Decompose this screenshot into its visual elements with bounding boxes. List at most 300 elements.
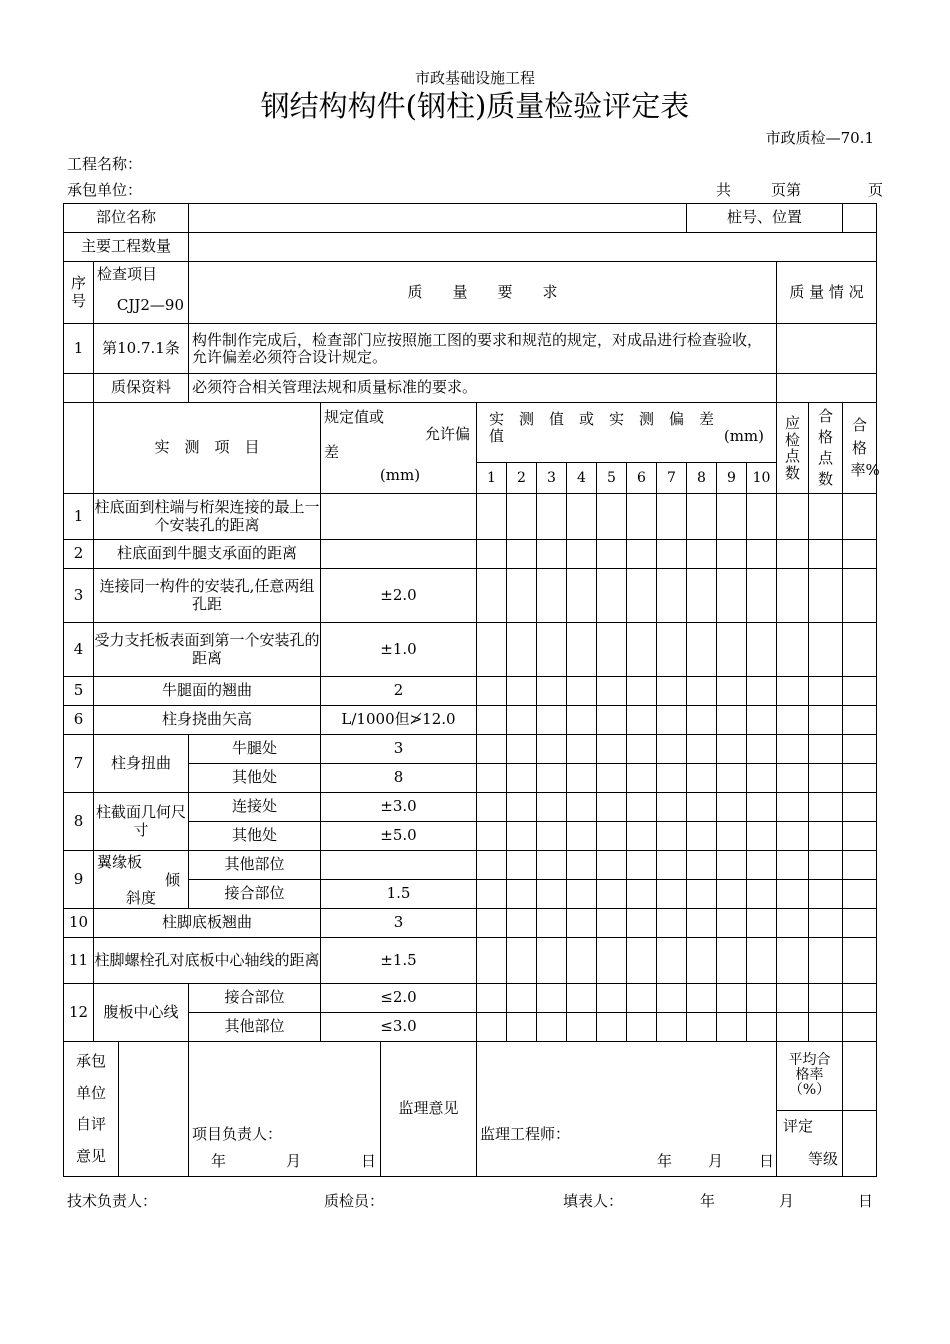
measure-cell[interactable] xyxy=(627,909,657,938)
measure-cell[interactable] xyxy=(627,540,657,569)
measure-cell[interactable] xyxy=(717,793,747,822)
item-value xyxy=(321,494,477,540)
measure-cell[interactable] xyxy=(477,880,507,909)
item-no: 2 xyxy=(64,540,94,569)
standard-code: CJJ2—90 xyxy=(116,296,184,315)
measure-cell[interactable] xyxy=(507,494,537,540)
result-cell[interactable] xyxy=(809,1013,843,1042)
item-value xyxy=(321,851,477,880)
measure-cell[interactable] xyxy=(687,764,717,793)
measure-cell[interactable] xyxy=(477,706,507,735)
result-cell[interactable] xyxy=(809,984,843,1013)
result-cell[interactable] xyxy=(777,494,809,540)
item-no: 7 xyxy=(64,735,94,793)
spec-line1: 规定值或 xyxy=(324,408,385,426)
measure-cell[interactable] xyxy=(477,793,507,822)
measure-cell[interactable] xyxy=(747,735,777,764)
measure-cell[interactable] xyxy=(747,822,777,851)
result-cell[interactable] xyxy=(843,822,877,851)
measure-cell[interactable] xyxy=(537,822,567,851)
measure-cell[interactable] xyxy=(747,764,777,793)
measure-cell[interactable] xyxy=(657,494,687,540)
measure-cell[interactable] xyxy=(507,623,537,677)
measure-cell[interactable] xyxy=(747,677,777,706)
result-cell[interactable] xyxy=(843,706,877,735)
result-cell[interactable] xyxy=(809,822,843,851)
measure-cell[interactable] xyxy=(477,623,507,677)
measure-cell[interactable] xyxy=(627,1013,657,1042)
measure-cell[interactable] xyxy=(477,494,507,540)
measure-cell[interactable] xyxy=(477,822,507,851)
result-cell[interactable] xyxy=(809,494,843,540)
item-value: ±5.0 xyxy=(321,822,477,851)
measure-cell[interactable] xyxy=(567,984,597,1013)
result-cell[interactable] xyxy=(809,764,843,793)
result-cell[interactable] xyxy=(809,735,843,764)
measure-cell[interactable] xyxy=(597,540,627,569)
pass-rate-label: 合格率% xyxy=(850,416,880,480)
measure-cell[interactable] xyxy=(507,1013,537,1042)
measure-cell[interactable] xyxy=(657,822,687,851)
result-cell[interactable] xyxy=(809,909,843,938)
measure-cell[interactable] xyxy=(507,764,537,793)
measure-cell[interactable] xyxy=(717,540,747,569)
project-manager-label: 项目负责人： xyxy=(192,1124,283,1143)
measure-cell[interactable] xyxy=(507,540,537,569)
measure-cell[interactable] xyxy=(567,706,597,735)
result-cell[interactable] xyxy=(843,494,877,540)
result-cell[interactable] xyxy=(777,880,809,909)
result-cell[interactable] xyxy=(809,880,843,909)
measure-cell[interactable] xyxy=(657,938,687,984)
item-name: 柱截面几何尺寸 xyxy=(94,793,189,851)
item-sub-name: 其他处 xyxy=(189,764,321,793)
item-value: ≤2.0 xyxy=(321,984,477,1013)
result-cell[interactable] xyxy=(843,793,877,822)
measure-cell[interactable] xyxy=(657,735,687,764)
measure-cell[interactable] xyxy=(537,540,567,569)
measure-cell[interactable] xyxy=(717,822,747,851)
pile-location-label: 桩号、位置 xyxy=(687,204,843,233)
measure-cell[interactable] xyxy=(597,793,627,822)
measure-cell[interactable] xyxy=(747,851,777,880)
measure-cell[interactable] xyxy=(597,1013,627,1042)
result-cell[interactable] xyxy=(843,851,877,880)
measure-cell[interactable] xyxy=(687,909,717,938)
spec-line2: 允许偏 xyxy=(424,425,470,444)
date-day: 日 xyxy=(758,1151,774,1170)
pass-rate-header xyxy=(843,403,880,494)
supervision-engineer-label: 监理工程师： xyxy=(480,1124,571,1143)
mv-unit: (mm) xyxy=(723,427,764,446)
pile-location-value[interactable] xyxy=(843,204,877,233)
item-sub-name: 连接处 xyxy=(189,793,321,822)
measure-cell[interactable] xyxy=(657,909,687,938)
table-row xyxy=(64,938,877,984)
measure-cell[interactable] xyxy=(507,909,537,938)
measure-cell[interactable] xyxy=(717,880,747,909)
point-col-5: 5 xyxy=(597,463,627,494)
measure-cell[interactable] xyxy=(717,494,747,540)
measure-cell[interactable] xyxy=(747,706,777,735)
measure-cell[interactable] xyxy=(597,494,627,540)
part-name-label: 部位名称 xyxy=(64,204,189,233)
measure-cell[interactable] xyxy=(657,677,687,706)
measure-cell[interactable] xyxy=(477,984,507,1013)
check-item-label: 检查项目 xyxy=(97,265,158,283)
measure-cell[interactable] xyxy=(717,764,747,793)
measure-cell[interactable] xyxy=(537,494,567,540)
measure-cell[interactable] xyxy=(747,909,777,938)
measure-cell[interactable] xyxy=(567,677,597,706)
measure-cell[interactable] xyxy=(537,793,567,822)
measure-cell[interactable] xyxy=(747,494,777,540)
result-cell[interactable] xyxy=(843,540,877,569)
result-cell[interactable] xyxy=(777,540,809,569)
date-day: 日 xyxy=(360,1151,376,1170)
measure-cell[interactable] xyxy=(687,1013,717,1042)
measure-cell[interactable] xyxy=(597,880,627,909)
measure-cell[interactable] xyxy=(537,569,567,623)
point-col-10: 10 xyxy=(747,463,777,494)
should-check-label: 应检点数 xyxy=(784,414,800,482)
measure-cell[interactable] xyxy=(567,909,597,938)
grade-label: 等级 xyxy=(807,1150,838,1169)
result-cell[interactable] xyxy=(809,938,843,984)
result-cell[interactable] xyxy=(809,677,843,706)
item-name: 受力支托板表面到第一个安装孔的距离 xyxy=(94,623,321,677)
measure-cell[interactable] xyxy=(507,984,537,1013)
row1-no: 1 xyxy=(64,324,94,374)
point-col-1: 1 xyxy=(477,463,507,494)
measure-cell[interactable] xyxy=(747,793,777,822)
measure-cell[interactable] xyxy=(597,851,627,880)
qa-status[interactable] xyxy=(777,374,877,403)
measure-cell[interactable] xyxy=(597,822,627,851)
measured-values-header xyxy=(477,403,777,463)
result-cell[interactable] xyxy=(843,677,877,706)
measured-items-header: 实 测 项 目 xyxy=(94,403,321,494)
item-name xyxy=(94,851,189,909)
measure-cell[interactable] xyxy=(657,764,687,793)
result-cell[interactable] xyxy=(843,1013,877,1042)
measure-cell[interactable] xyxy=(747,569,777,623)
measure-cell[interactable] xyxy=(567,623,597,677)
measure-cell[interactable] xyxy=(537,880,567,909)
measure-cell[interactable] xyxy=(477,569,507,623)
item-value: ≤3.0 xyxy=(321,1013,477,1042)
self-assessment-opinion[interactable] xyxy=(189,1042,381,1177)
item-value: ±1.0 xyxy=(321,623,477,677)
measure-cell[interactable] xyxy=(717,1013,747,1042)
item-name: 柱底面到牛腿支承面的距离 xyxy=(94,540,321,569)
measure-cell[interactable] xyxy=(477,540,507,569)
measure-cell[interactable] xyxy=(717,938,747,984)
measure-cell[interactable] xyxy=(537,851,567,880)
result-cell[interactable] xyxy=(809,793,843,822)
self-assessment-label-4: 意见 xyxy=(75,1146,106,1165)
part-name-value[interactable] xyxy=(189,204,687,233)
point-col-6: 6 xyxy=(627,463,657,494)
measure-cell[interactable] xyxy=(627,938,657,984)
measure-cell[interactable] xyxy=(597,764,627,793)
item-name: 连接同一构件的安装孔,任意两组孔距 xyxy=(94,569,321,623)
measure-cell[interactable] xyxy=(507,569,537,623)
measure-cell[interactable] xyxy=(627,677,657,706)
measure-cell[interactable] xyxy=(687,623,717,677)
result-cell[interactable] xyxy=(777,909,809,938)
measure-cell[interactable] xyxy=(597,677,627,706)
bottom-month: 月 xyxy=(779,1192,795,1210)
measure-cell[interactable] xyxy=(717,569,747,623)
measure-cell[interactable] xyxy=(687,851,717,880)
measure-cell[interactable] xyxy=(507,851,537,880)
measure-cell[interactable] xyxy=(507,677,537,706)
result-cell[interactable] xyxy=(809,706,843,735)
measure-cell[interactable] xyxy=(567,494,597,540)
point-col-4: 4 xyxy=(567,463,597,494)
item-name: 柱底面到柱端与桁架连接的最上一个安装孔的距离 xyxy=(94,494,321,540)
result-cell[interactable] xyxy=(777,851,809,880)
result-cell[interactable] xyxy=(843,909,877,938)
measure-cell[interactable] xyxy=(537,677,567,706)
measure-cell[interactable] xyxy=(537,909,567,938)
measure-cell[interactable] xyxy=(567,880,597,909)
item-sub-name: 其他部位 xyxy=(189,851,321,880)
measure-cell[interactable] xyxy=(747,938,777,984)
self-assessment-block xyxy=(64,1042,189,1177)
result-cell[interactable] xyxy=(777,735,809,764)
measure-cell[interactable] xyxy=(717,851,747,880)
measure-cell[interactable] xyxy=(477,938,507,984)
seq-label: 序号 xyxy=(70,274,86,310)
item-sub-name: 其他处 xyxy=(189,822,321,851)
measure-cell[interactable] xyxy=(687,793,717,822)
measure-cell[interactable] xyxy=(717,706,747,735)
point-col-3: 3 xyxy=(537,463,567,494)
item-name: 牛腿面的翘曲 xyxy=(94,677,321,706)
result-cell[interactable] xyxy=(809,623,843,677)
measure-cell[interactable] xyxy=(477,677,507,706)
avg-pass-rate-label: 平均合格率（%） xyxy=(788,1051,831,1099)
result-cell[interactable] xyxy=(843,764,877,793)
measure-cell[interactable] xyxy=(537,623,567,677)
measure-cell[interactable] xyxy=(747,623,777,677)
measure-cell[interactable] xyxy=(597,909,627,938)
measure-cell[interactable] xyxy=(717,735,747,764)
result-cell[interactable] xyxy=(777,793,809,822)
measure-cell[interactable] xyxy=(507,735,537,764)
measure-cell[interactable] xyxy=(567,938,597,984)
item-no: 8 xyxy=(64,793,94,851)
measure-cell[interactable] xyxy=(507,880,537,909)
item-value: ±3.0 xyxy=(321,793,477,822)
result-cell[interactable] xyxy=(777,677,809,706)
result-cell[interactable] xyxy=(809,569,843,623)
quality-requirement-header: 质 量 要 求 xyxy=(189,262,777,324)
measure-cell[interactable] xyxy=(567,1013,597,1042)
measure-cell[interactable] xyxy=(687,984,717,1013)
result-cell[interactable] xyxy=(843,938,877,984)
item-name-part: 翼缘板 xyxy=(97,852,143,871)
supervision-date xyxy=(480,1153,776,1170)
measure-cell[interactable] xyxy=(507,793,537,822)
measure-cell[interactable] xyxy=(627,494,657,540)
measure-cell[interactable] xyxy=(657,623,687,677)
result-cell[interactable] xyxy=(843,984,877,1013)
table-row xyxy=(64,851,877,880)
measure-cell[interactable] xyxy=(627,984,657,1013)
measure-cell[interactable] xyxy=(567,822,597,851)
item-sub-name: 其他部位 xyxy=(189,1013,321,1042)
measure-cell[interactable] xyxy=(537,706,567,735)
self-assessment-date xyxy=(192,1153,380,1170)
doc-subtitle: 市政基础设施工程 xyxy=(414,69,535,87)
measure-cell[interactable] xyxy=(687,880,717,909)
result-cell[interactable] xyxy=(843,880,877,909)
result-cell[interactable] xyxy=(777,938,809,984)
result-cell[interactable] xyxy=(777,764,809,793)
measure-cell[interactable] xyxy=(597,623,627,677)
measure-cell[interactable] xyxy=(657,706,687,735)
measure-cell[interactable] xyxy=(627,623,657,677)
measure-cell[interactable] xyxy=(717,677,747,706)
measure-cell[interactable] xyxy=(657,540,687,569)
measure-cell[interactable] xyxy=(477,735,507,764)
measure-cell[interactable] xyxy=(717,623,747,677)
measure-cell[interactable] xyxy=(507,822,537,851)
measure-cell[interactable] xyxy=(477,851,507,880)
measure-cell[interactable] xyxy=(567,793,597,822)
item-value: 3 xyxy=(321,909,477,938)
measure-cell[interactable] xyxy=(567,569,597,623)
measure-cell[interactable] xyxy=(567,540,597,569)
self-assessment-labels xyxy=(64,1042,119,1176)
measure-cell[interactable] xyxy=(747,984,777,1013)
measure-cell[interactable] xyxy=(507,938,537,984)
date-year: 年 xyxy=(210,1151,226,1170)
item-name: 腹板中心线 xyxy=(94,984,189,1042)
grade-value[interactable] xyxy=(843,1110,877,1177)
pass-points-header xyxy=(809,403,843,494)
measure-cell[interactable] xyxy=(627,880,657,909)
measure-cell[interactable] xyxy=(597,938,627,984)
measure-cell[interactable] xyxy=(477,764,507,793)
measure-cell[interactable] xyxy=(627,764,657,793)
result-cell[interactable] xyxy=(777,822,809,851)
result-cell[interactable] xyxy=(809,540,843,569)
self-assessment-space[interactable] xyxy=(119,1042,188,1176)
point-col-8: 8 xyxy=(687,463,717,494)
measure-cell[interactable] xyxy=(687,822,717,851)
supervision-opinion-label: 监理意见 xyxy=(381,1042,477,1177)
measure-cell[interactable] xyxy=(477,909,507,938)
item-no: 10 xyxy=(64,909,94,938)
doc-title: 钢结构构件(钢柱)质量检验评定表 xyxy=(260,89,690,123)
measure-cell[interactable] xyxy=(687,938,717,984)
main-quantity-value[interactable] xyxy=(189,233,877,262)
measure-cell[interactable] xyxy=(717,984,747,1013)
should-check-header xyxy=(777,403,809,494)
date-year: 年 xyxy=(656,1151,672,1170)
measure-cell[interactable] xyxy=(567,764,597,793)
measure-cell[interactable] xyxy=(687,494,717,540)
form-code: 市政质检—70.1 xyxy=(765,129,874,147)
measure-cell[interactable] xyxy=(657,1013,687,1042)
result-cell[interactable] xyxy=(777,1013,809,1042)
measure-cell[interactable] xyxy=(627,851,657,880)
measure-cell[interactable] xyxy=(657,880,687,909)
result-cell[interactable] xyxy=(843,623,877,677)
result-cell[interactable] xyxy=(777,569,809,623)
measure-cell[interactable] xyxy=(597,984,627,1013)
self-assessment-label-3: 自评 xyxy=(75,1115,106,1134)
measure-cell[interactable] xyxy=(657,793,687,822)
spec-header xyxy=(321,403,477,494)
inspection-table xyxy=(63,203,880,1177)
table-row xyxy=(64,494,877,540)
measure-cell[interactable] xyxy=(567,851,597,880)
measure-cell[interactable] xyxy=(597,706,627,735)
measure-cell[interactable] xyxy=(597,735,627,764)
item-value: 1.5 xyxy=(321,880,477,909)
measure-cell[interactable] xyxy=(537,735,567,764)
result-cell[interactable] xyxy=(843,569,877,623)
measure-cell[interactable] xyxy=(537,764,567,793)
result-cell[interactable] xyxy=(777,623,809,677)
measure-cell[interactable] xyxy=(627,735,657,764)
measure-cell[interactable] xyxy=(597,569,627,623)
item-no: 1 xyxy=(64,494,94,540)
measure-cell[interactable] xyxy=(717,909,747,938)
measure-cell[interactable] xyxy=(747,880,777,909)
result-cell[interactable] xyxy=(809,851,843,880)
measure-cell[interactable] xyxy=(537,1013,567,1042)
measure-cell[interactable] xyxy=(687,677,717,706)
supervision-opinion[interactable] xyxy=(477,1042,777,1177)
item-name: 柱身挠曲矢高 xyxy=(94,706,321,735)
row1-status[interactable] xyxy=(777,324,877,374)
measure-cell[interactable] xyxy=(687,540,717,569)
measure-cell[interactable] xyxy=(747,1013,777,1042)
measure-cell[interactable] xyxy=(627,569,657,623)
measure-cell[interactable] xyxy=(537,938,567,984)
page-end-label: 页 xyxy=(868,181,884,199)
avg-pass-rate-value[interactable] xyxy=(843,1042,877,1111)
item-sub-name: 接合部位 xyxy=(189,984,321,1013)
measure-cell[interactable] xyxy=(627,822,657,851)
measure-cell[interactable] xyxy=(627,793,657,822)
measure-cell[interactable] xyxy=(687,735,717,764)
measure-cell[interactable] xyxy=(477,1013,507,1042)
qa-no xyxy=(64,374,94,403)
measure-cell[interactable] xyxy=(687,706,717,735)
measure-cell[interactable] xyxy=(657,984,687,1013)
measure-cell[interactable] xyxy=(747,540,777,569)
measure-cell[interactable] xyxy=(657,851,687,880)
measure-cell[interactable] xyxy=(687,569,717,623)
measure-cell[interactable] xyxy=(627,706,657,735)
result-cell[interactable] xyxy=(843,735,877,764)
result-cell[interactable] xyxy=(777,706,809,735)
result-cell[interactable] xyxy=(777,984,809,1013)
pass-points-label: 合格点数 xyxy=(817,407,833,488)
measure-cell[interactable] xyxy=(537,984,567,1013)
measure-cell[interactable] xyxy=(507,706,537,735)
measure-cell[interactable] xyxy=(567,735,597,764)
measure-cell[interactable] xyxy=(657,569,687,623)
item-value: 2 xyxy=(321,677,477,706)
